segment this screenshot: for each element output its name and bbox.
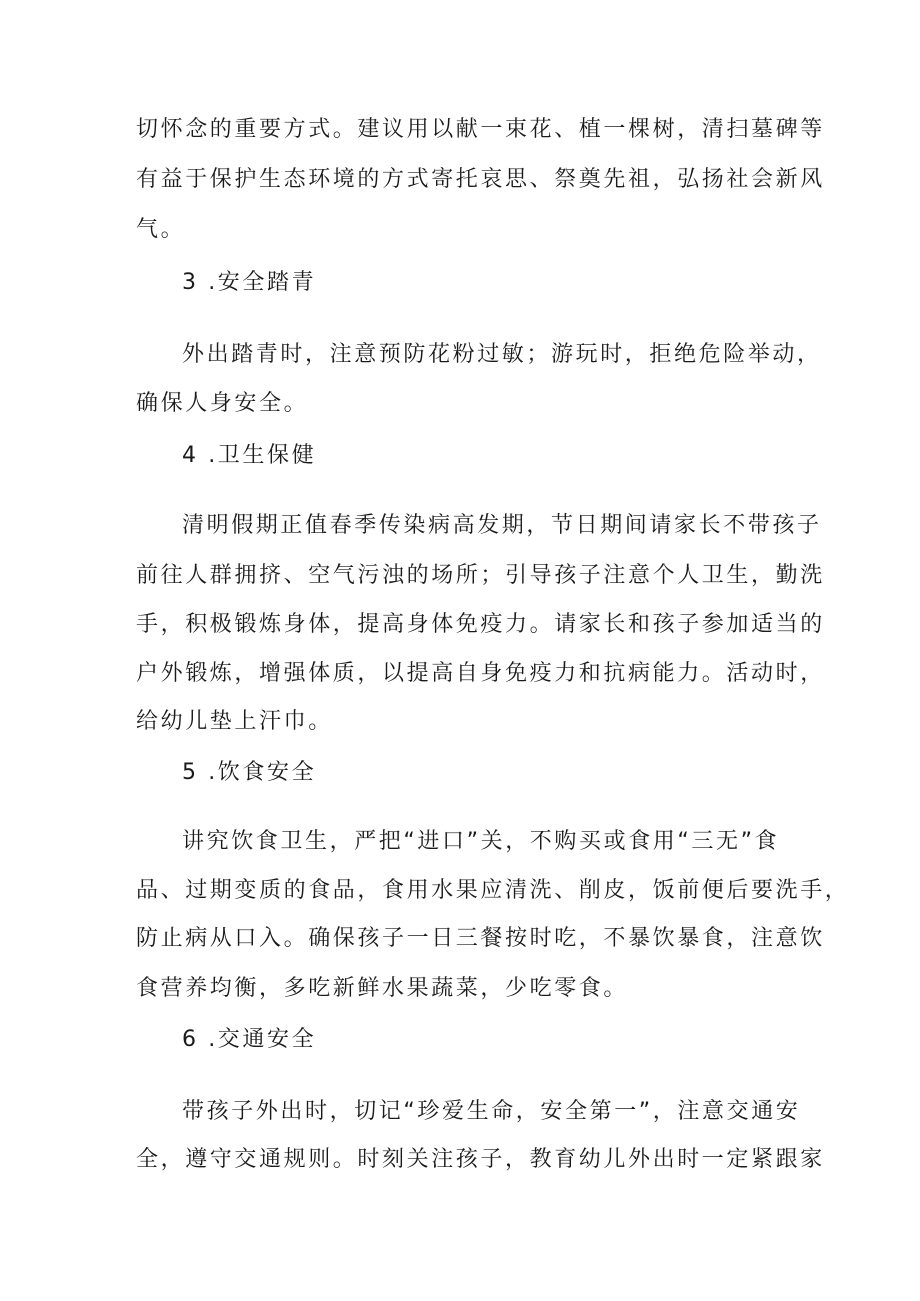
paragraph-line: 讲究饮食卫生，严把“进口”关，不购买或食用“三无”食 [182,829,780,854]
paragraph-line: 确保人身安全。 [136,391,309,416]
paragraph-line: 切怀念的重要方式。建议用以献一束花、植一棵树，清扫墓碑等 [136,117,825,142]
paragraph-line: 清明假期正值春季传染病高发期，节日期间请家长不带孩子 [182,513,822,538]
paragraph-line: 给幼儿垫上汗巾。 [136,709,333,734]
paragraph-line: 品、过期变质的食品，食用水果应清洗、削皮，饭前便后要洗手， [136,878,850,903]
paragraph-line: 带孩子外出时，切记“珍爱生命，安全第一”，注意交通安 [182,1099,801,1124]
paragraph-line: 户外锻炼，增强体质，以提高自身免疫力和抗病能力。活动时， [136,661,825,686]
section-heading-food-safety: 5 .饮食安全 [182,760,317,785]
section-heading-hygiene: 4 .卫生保健 [182,443,317,468]
paragraph-line: 防止病从口入。确保孩子一日三餐按时吃，不暴饮暴食，注意饮 [136,926,825,951]
paragraph-line: 全，遵守交通规则。时刻关注孩子，教育幼儿外出时一定紧跟家 [136,1147,825,1172]
paragraph-line: 气。 [136,217,186,242]
paragraph-line: 食营养均衡，多吃新鲜水果蔬菜，少吃零食。 [136,976,629,1001]
paragraph-line: 外出踏青时，注意预防花粉过敏；游玩时，拒绝危险举动， [182,342,822,367]
section-heading-safe-outing: 3 .安全踏青 [182,270,317,295]
paragraph-line: 有益于保护生态环境的方式寄托哀思、祭奠先祖，弘扬社会新风 [136,167,825,192]
paragraph-line: 手，积极锻炼身体，提高身体免疫力。请家长和孩子参加适当的 [136,612,825,637]
paragraph-line: 前往人群拥挤、空气污浊的场所；引导孩子注意个人卫生，勤洗 [136,563,825,588]
section-heading-traffic-safety: 6 .交通安全 [182,1027,317,1052]
